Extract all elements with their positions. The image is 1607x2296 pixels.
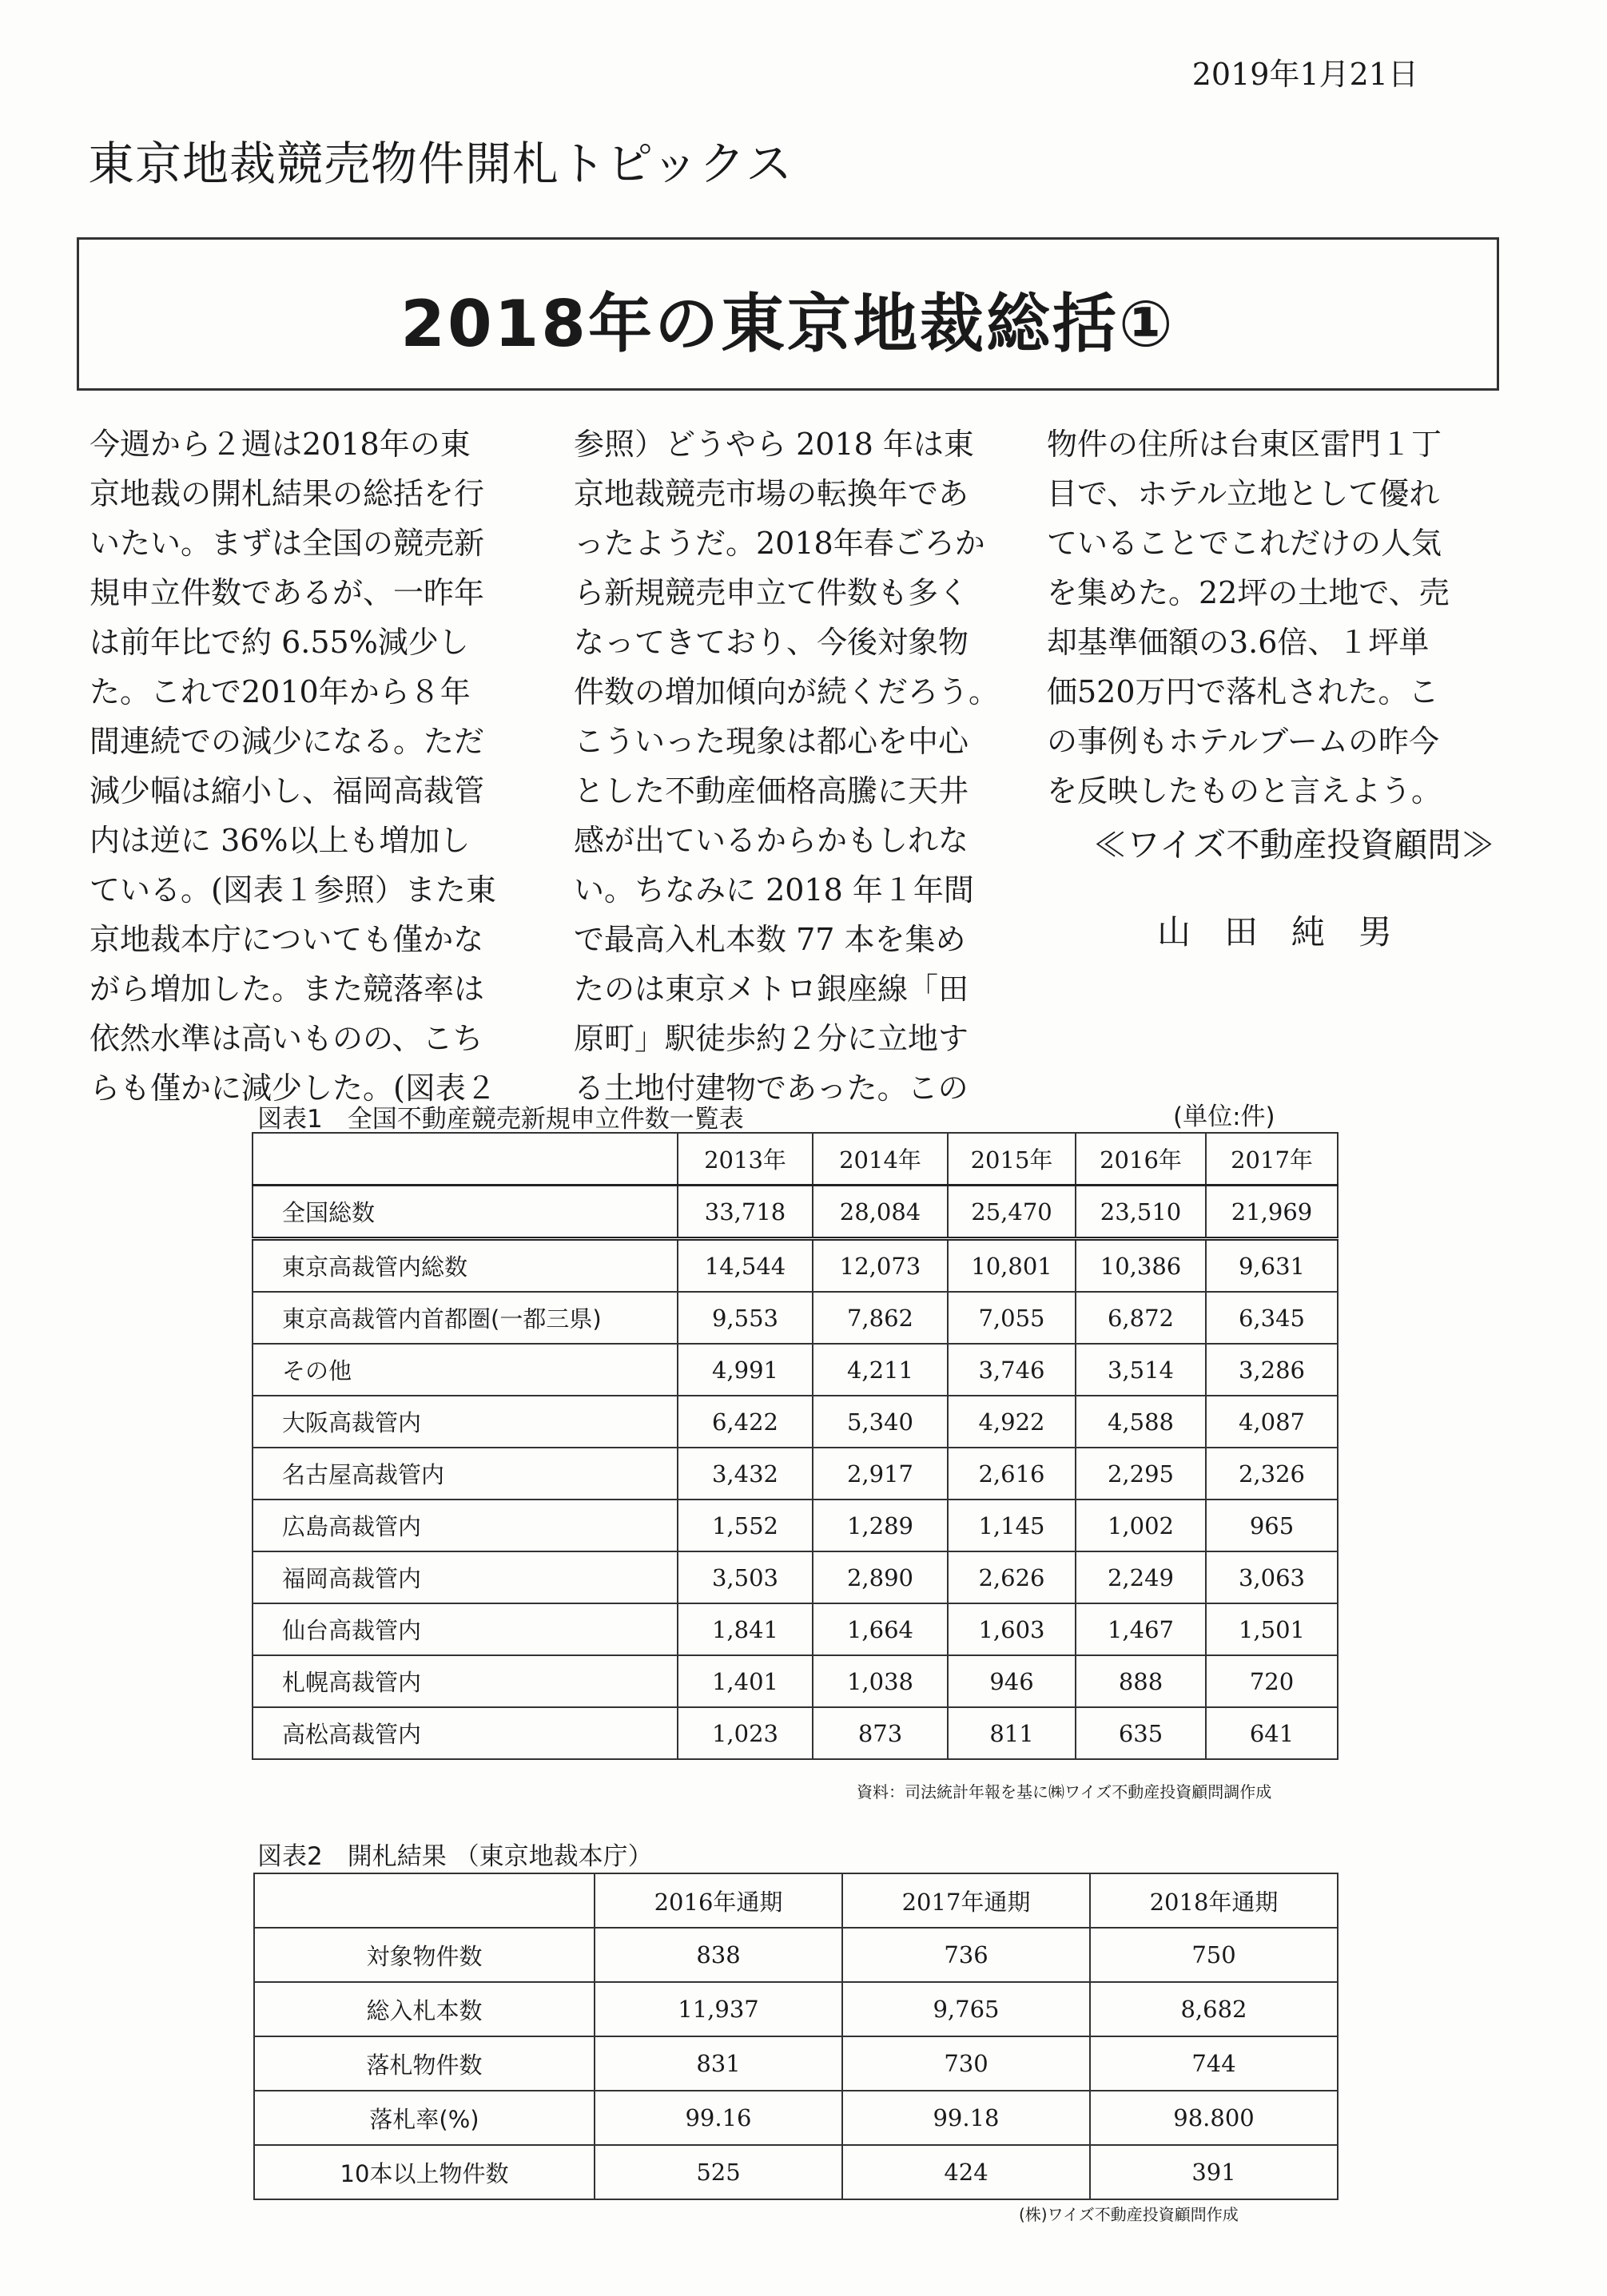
article-line: とした不動産価格高騰に天井	[574, 773, 969, 808]
row-label-cell: 大阪高裁管内	[253, 1396, 678, 1448]
value-cell: 1,603	[948, 1603, 1076, 1655]
header-corner-cell	[254, 1873, 595, 1928]
article-line: なってきており、今後対象物	[574, 625, 969, 660]
article-line: い。ちなみに 2018 年１年間	[574, 872, 974, 908]
article-line: 原町」駅徒歩約２分に立地す	[574, 1021, 969, 1056]
row-label-cell: 10本以上物件数	[254, 2145, 595, 2199]
article-line: がら増加した。また競落率は	[89, 971, 485, 1007]
value-cell: 9,631	[1206, 1239, 1338, 1293]
article-line: ていることでこれだけの人気	[1047, 526, 1442, 561]
value-cell: 873	[813, 1707, 948, 1759]
value-cell: 750	[1090, 1928, 1338, 1982]
value-cell: 7,055	[948, 1292, 1076, 1344]
article-line: 物件の住所は台東区雷門１丁	[1047, 427, 1442, 462]
row-label-cell: 福岡高裁管内	[253, 1551, 678, 1603]
value-cell: 1,552	[678, 1500, 813, 1551]
table-row	[253, 1655, 1338, 1707]
article-line: は前年比で約 6.55%減少し	[89, 625, 469, 660]
value-cell: 3,432	[678, 1448, 813, 1500]
value-cell: 838	[595, 1928, 842, 1982]
value-cell: 3,746	[948, 1344, 1076, 1396]
value-cell: 4,087	[1206, 1396, 1338, 1448]
table1-unit: (単位:件)	[1173, 1102, 1275, 1131]
article-line: 参照）どうやら 2018 年は東	[574, 427, 974, 462]
value-cell: 98.800	[1090, 2091, 1338, 2145]
row-label-cell: 対象物件数	[254, 1928, 595, 1982]
value-cell: 7,862	[813, 1292, 948, 1344]
table-row	[254, 2036, 1338, 2091]
header-year-cell: 2013年	[678, 1133, 813, 1186]
value-cell: 965	[1206, 1500, 1338, 1551]
value-cell: 720	[1206, 1655, 1338, 1707]
value-cell: 3,514	[1076, 1344, 1206, 1396]
value-cell: 1,401	[678, 1655, 813, 1707]
article-line: 今週から２週は2018年の東	[89, 427, 471, 462]
value-cell: 4,211	[813, 1344, 948, 1396]
headline-box	[77, 237, 1499, 391]
row-label-cell: 札幌高裁管内	[253, 1655, 678, 1707]
value-cell: 2,890	[813, 1551, 948, 1603]
article-line: たのは東京メトロ銀座線「田	[574, 971, 969, 1007]
table-row	[253, 1239, 1338, 1293]
value-cell: 1,145	[948, 1500, 1076, 1551]
table-row	[253, 1448, 1338, 1500]
article-column-1	[89, 419, 501, 1113]
value-cell: 10,386	[1076, 1239, 1206, 1293]
article-column-2	[574, 419, 1000, 1113]
header-period-cell: 2016年通期	[595, 1873, 842, 1928]
row-label-cell: 名古屋高裁管内	[253, 1448, 678, 1500]
table-row	[253, 1707, 1338, 1759]
value-cell: 2,295	[1076, 1448, 1206, 1500]
table-row	[254, 2091, 1338, 2145]
article-line: 依然水準は高いものの、こち	[89, 1021, 483, 1056]
value-cell: 1,038	[813, 1655, 948, 1707]
value-cell: 6,872	[1076, 1292, 1206, 1344]
table1-source: 資料：司法統計年報を基に㈱ワイズ不動産投資顧問調作成	[857, 1782, 1272, 1801]
value-cell: 23,510	[1076, 1186, 1206, 1239]
value-cell: 946	[948, 1655, 1076, 1707]
article-line: で最高入札本数 77 本を集め	[574, 922, 966, 957]
value-cell: 6,422	[678, 1396, 813, 1448]
table2-source: (株)ワイズ不動産投資顧問作成	[1019, 2205, 1239, 2224]
article-line: 減少幅は縮小し、福岡高裁管	[89, 773, 485, 808]
article-line: いたい。まずは全国の競売新	[89, 526, 485, 561]
table-row	[254, 1928, 1338, 1982]
row-label-cell: 総入札本数	[254, 1982, 595, 2036]
value-cell: 525	[595, 2145, 842, 2199]
value-cell: 99.18	[842, 2091, 1090, 2145]
value-cell: 1,023	[678, 1707, 813, 1759]
value-cell: 10,801	[948, 1239, 1076, 1293]
value-cell: 424	[842, 2145, 1090, 2199]
value-cell: 391	[1090, 2145, 1338, 2199]
value-cell: 11,937	[595, 1982, 842, 2036]
value-cell: 25,470	[948, 1186, 1076, 1239]
article-line: た。これで2010年から８年	[89, 674, 471, 709]
value-cell: 6,345	[1206, 1292, 1338, 1344]
header-period-cell: 2017年通期	[842, 1873, 1090, 1928]
table-header-row	[253, 1133, 1338, 1186]
value-cell: 831	[595, 2036, 842, 2091]
value-cell: 28,084	[813, 1186, 948, 1239]
value-cell: 1,501	[1206, 1603, 1338, 1655]
value-cell: 736	[842, 1928, 1090, 1982]
article-line: 価520万円で落札された。こ	[1047, 674, 1439, 709]
value-cell: 8,682	[1090, 1982, 1338, 2036]
table-row	[253, 1292, 1338, 1344]
value-cell: 9,765	[842, 1982, 1090, 2036]
table-row	[253, 1603, 1338, 1655]
table1-filings	[252, 1132, 1339, 1760]
value-cell: 2,616	[948, 1448, 1076, 1500]
header-year-cell: 2014年	[813, 1133, 948, 1186]
header-year-cell: 2016年	[1076, 1133, 1206, 1186]
value-cell: 5,340	[813, 1396, 948, 1448]
value-cell: 1,467	[1076, 1603, 1206, 1655]
article-line: 感が出ているからかもしれな	[574, 823, 969, 858]
value-cell: 4,922	[948, 1396, 1076, 1448]
table-row	[253, 1396, 1338, 1448]
article-line: 京地裁本庁についても僅かな	[89, 922, 484, 957]
table-header-row	[254, 1873, 1338, 1928]
signature-company: ≪ワイズ不動産投資顧問≫	[1093, 825, 1495, 864]
header-corner-cell	[253, 1133, 678, 1186]
article-line: を集めた。22坪の土地で、売	[1047, 575, 1450, 610]
value-cell: 12,073	[813, 1239, 948, 1293]
article-line: ら新規競売申立て件数も多く	[574, 575, 969, 610]
header-year-cell: 2015年	[948, 1133, 1076, 1186]
article-line: を反映したものと言えよう。	[1047, 773, 1442, 808]
signature-author: 山 田 純 男	[1157, 912, 1393, 951]
value-cell: 9,553	[678, 1292, 813, 1344]
article-line: ったようだ。2018年春ごろか	[574, 526, 985, 561]
header-period-cell: 2018年通期	[1090, 1873, 1338, 1928]
document-date: 2019年1月21日	[1191, 57, 1418, 92]
value-cell: 1,664	[813, 1603, 948, 1655]
value-cell: 3,286	[1206, 1344, 1338, 1396]
article-line: 目で、ホテル立地として優れ	[1047, 476, 1440, 511]
value-cell: 99.16	[595, 2091, 842, 2145]
article-line: 京地裁の開札結果の総括を行	[89, 476, 485, 511]
value-cell: 730	[842, 2036, 1090, 2091]
article-line: ている。(図表１参照）また東	[89, 872, 496, 908]
article-line: る土地付建物であった。この	[574, 1071, 969, 1106]
article-line: 規申立件数であるが、一昨年	[89, 575, 485, 610]
value-cell: 21,969	[1206, 1186, 1338, 1239]
row-label-cell: 全国総数	[253, 1186, 678, 1239]
table-row	[254, 2145, 1338, 2199]
article-line: こういった現象は都心を中心	[574, 724, 969, 759]
row-label-cell: 広島高裁管内	[253, 1500, 678, 1551]
article-line: 間連続での減少になる。ただ	[89, 724, 485, 759]
total-row	[253, 1186, 1338, 1239]
headline: 2018年の東京地裁総括①	[400, 287, 1175, 361]
table-row	[253, 1500, 1338, 1551]
value-cell: 811	[948, 1707, 1076, 1759]
value-cell: 1,841	[678, 1603, 813, 1655]
article-line: 京地裁競売市場の転換年であ	[574, 476, 969, 511]
row-label-cell: 仙台高裁管内	[253, 1603, 678, 1655]
value-cell: 33,718	[678, 1186, 813, 1239]
value-cell: 2,917	[813, 1448, 948, 1500]
value-cell: 2,249	[1076, 1551, 1206, 1603]
row-label-cell: 東京高裁管内総数	[253, 1239, 678, 1293]
value-cell: 2,626	[948, 1551, 1076, 1603]
article-column-3	[1047, 419, 1458, 816]
row-label-cell: その他	[253, 1344, 678, 1396]
row-label-cell: 落札物件数	[254, 2036, 595, 2091]
row-label-cell: 落札率(%)	[254, 2091, 595, 2145]
value-cell: 744	[1090, 2036, 1338, 2091]
value-cell: 641	[1206, 1707, 1338, 1759]
value-cell: 3,503	[678, 1551, 813, 1603]
value-cell: 2,326	[1206, 1448, 1338, 1500]
table1-caption: 図表1 全国不動産競売新規申立件数一覧表	[257, 1105, 744, 1134]
value-cell: 14,544	[678, 1239, 813, 1293]
article-line: 件数の増加傾向が続くだろう。	[574, 674, 1000, 709]
table2-auction-results	[253, 1873, 1339, 2200]
table-row	[253, 1344, 1338, 1396]
topic-title: 東京地裁競売物件開札トピックス	[88, 137, 794, 191]
value-cell: 1,289	[813, 1500, 948, 1551]
article-line: 内は逆に 36%以上も増加し	[89, 823, 471, 858]
value-cell: 4,991	[678, 1344, 813, 1396]
value-cell: 1,002	[1076, 1500, 1206, 1551]
article-line: 却基準価額の3.6倍、１坪単	[1047, 625, 1430, 660]
row-label-cell: 高松高裁管内	[253, 1707, 678, 1759]
value-cell: 4,588	[1076, 1396, 1206, 1448]
table-row	[254, 1982, 1338, 2036]
header-year-cell: 2017年	[1206, 1133, 1338, 1186]
value-cell: 635	[1076, 1707, 1206, 1759]
article-line: らも僅かに減少した。(図表２	[89, 1071, 496, 1106]
article-line: の事例もホテルブームの昨今	[1047, 724, 1439, 759]
table2-caption: 図表2 開札結果 （東京地裁本庁）	[257, 1842, 653, 1871]
table-row	[253, 1551, 1338, 1603]
row-label-cell: 東京高裁管内首都圏(一都三県)	[253, 1292, 678, 1344]
value-cell: 3,063	[1206, 1551, 1338, 1603]
value-cell: 888	[1076, 1655, 1206, 1707]
